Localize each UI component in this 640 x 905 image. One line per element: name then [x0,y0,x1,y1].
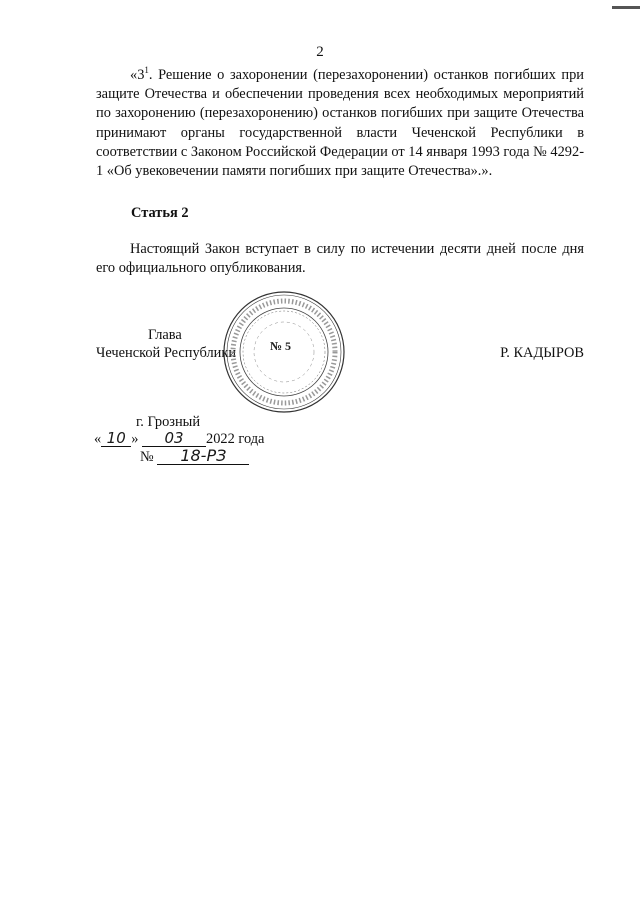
page-number: 2 [316,44,324,60]
paragraph1-open: «3 [130,67,145,83]
date-day: 10 [101,430,131,447]
signing-date [94,430,264,448]
scan-corner-mark [612,6,640,9]
signing-place: г. Грозный [136,414,201,430]
date-month: 03 [142,430,206,447]
paragraph-article-2 [96,240,584,278]
signature-title: Глава [148,327,182,343]
paragraph2-text: Настоящий Закон вступает в силу по истечении десяти дней после дня его официального опубликования. [96,241,584,277]
law-number-prefix: № [140,449,154,465]
signature-name: Р. КАДЫРОВ [500,345,584,361]
seal-number: № 5 [270,339,292,353]
paragraph1-superscript: 1 [144,65,149,76]
paragraph1-text: . Решение о захоронении (перезахоронении) останков погибших при защите Отечества и обеспечении проведения всех необходимых мероприятий по захоронению (перезахоронению) останков погибших при защите Отечества принимают органы государственной власти Чеченской Республики в соответствии с Законом Российской Федерации от 14 января 1993 года № 4292-1 «Об увековечении памяти погибших при защите Отечества».». [96,67,584,180]
paragraph-article-1-amendment [96,66,584,181]
date-close-quote: » [131,431,139,447]
article-2-heading: Статья 2 [131,205,189,221]
date-open-quote: « [94,431,102,447]
date-year: 2022 года [206,431,265,447]
law-number-value: 18-РЗ [157,448,249,465]
signature-organization: Чеченской Республики [96,345,237,361]
law-number [140,448,249,466]
